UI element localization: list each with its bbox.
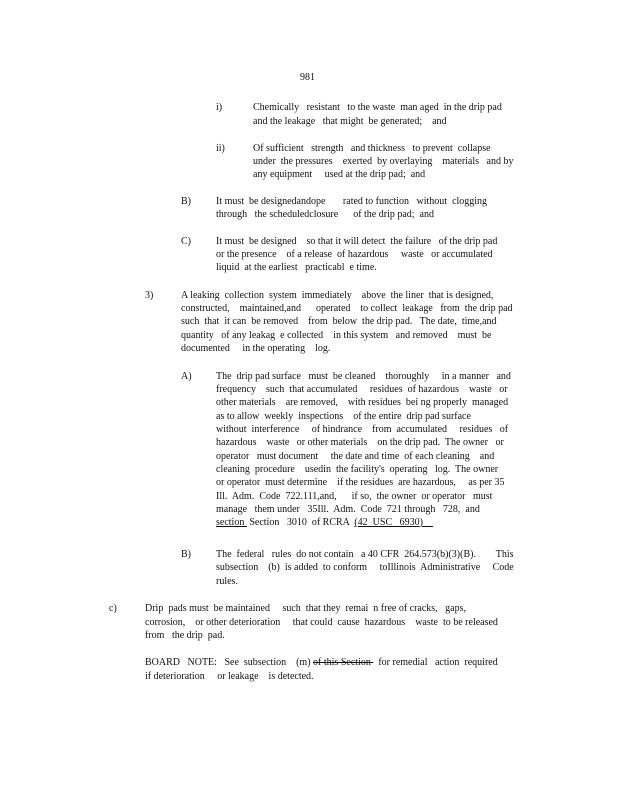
struck-text: of this Section — [313, 657, 374, 668]
item-a2-line-7: operator must document the date and time of each cleaning and — [216, 451, 495, 462]
item-3-line-1: A leaking collection system immediately above the liner that is designed, — [181, 290, 494, 301]
item-i-line-2: and the leakage that might be generated; and — [253, 116, 447, 127]
amendment-underline-section: section — [216, 517, 247, 528]
item-3-line-5: documented in the operating log. — [181, 343, 331, 354]
item-a2-line-8: cleaning procedure usedin the facility's operating log. The owner — [216, 464, 499, 475]
item-marker-c1: C) — [181, 236, 191, 247]
item-a2-line-3: other materials are removed, with residues bei ng properly managed — [216, 397, 509, 408]
page-number: 981 — [300, 72, 315, 83]
item-marker-i: i) — [216, 102, 223, 113]
item-c-line-2: corrosion, or other deterioration that could cause hazardous waste to be released — [145, 617, 498, 628]
item-c-line-3: from the drip pad. — [145, 630, 225, 641]
item-a2-line-9: or operator must determine if the residues are hazardous, as per 35 — [216, 477, 505, 488]
item-b2-line-1: The federal rules do not contain a 40 CFR 264.573(b)(3)(B). This — [216, 549, 514, 560]
board-note-lead: BOARD NOTE: See subsection (m) — [145, 657, 314, 668]
struck-section-reference: Section 3010 of RCRA — [246, 517, 355, 528]
item-marker-3: 3) — [145, 290, 154, 301]
item-ii-line-1: Of sufficient strength and thickness to prevent collapse — [253, 143, 491, 154]
item-a2-line-6: hazardous waste or other materials on the drip pad. The owner or — [216, 437, 504, 448]
item-a2-line-4: as to allow weekly inspections of the entire drip pad surface — [216, 411, 471, 422]
item-c1-line-1: It must be designed so that it will detect the failure of the drip pad — [216, 236, 498, 247]
item-marker-b2: B) — [181, 549, 191, 560]
item-3-line-3: such that it can be removed from below the drip pad. The date, time,and — [181, 316, 497, 327]
board-note-tail: for remedial action required — [373, 657, 498, 668]
item-i-line-1: Chemically resistant to the waste man aged in the drip pad — [253, 102, 502, 113]
item-3-line-2: constructed, maintained,and operated to collect leakage from the drip pad — [181, 303, 513, 314]
amendment-underline-usc: (42 USC 6930) — [354, 517, 433, 528]
item-ii-line-2: under the pressures exerted by overlaying materials and by — [253, 156, 514, 167]
item-marker-a2: A) — [181, 371, 192, 382]
board-note-line-1 — [145, 656, 498, 669]
item-c-line-1: Drip pads must be maintained such that they remai n free of cracks, gaps, — [145, 603, 467, 614]
item-c1-line-3: liquid at the earliest practicabl e time. — [216, 262, 377, 273]
item-3-line-4: quantity of any leakag e collected in this system and removed must be — [181, 330, 492, 341]
item-a2-line-12 — [216, 516, 433, 529]
item-marker-ii: ii) — [216, 143, 225, 154]
board-note-line-2: if deterioration or leakage is detected. — [145, 671, 314, 682]
item-c1-line-2: or the presence of a release of hazardous waste or accumulated — [216, 249, 493, 260]
item-b1-line-2: through the scheduledclosure of the drip pad; and — [216, 209, 434, 220]
item-b2-line-2: subsection (b) is added to conform toIllinois Administrative Code — [216, 562, 514, 573]
item-marker-b1: B) — [181, 196, 191, 207]
item-a2-line-1: The drip pad surface must be cleaned thoroughly in a manner and — [216, 371, 511, 382]
item-b1-line-1: It must be designedandope rated to function without clogging — [216, 196, 488, 207]
item-a2-line-10: Ill. Adm. Code 722.111,and, if so, the owner or operator must — [216, 491, 493, 502]
item-b2-line-3: rules. — [216, 576, 238, 587]
item-a2-line-11: manage them under 35Ill. Adm. Code 721 through 728, and — [216, 504, 480, 515]
item-a2-line-5: without interference of hindrance from accumulated residues of — [216, 424, 509, 435]
item-ii-line-3: any equipment used at the drip pad; and — [253, 169, 426, 180]
item-a2-line-2: frequency such that accumulated residues of hazardous waste or — [216, 384, 508, 395]
item-marker-c: c) — [109, 603, 117, 614]
